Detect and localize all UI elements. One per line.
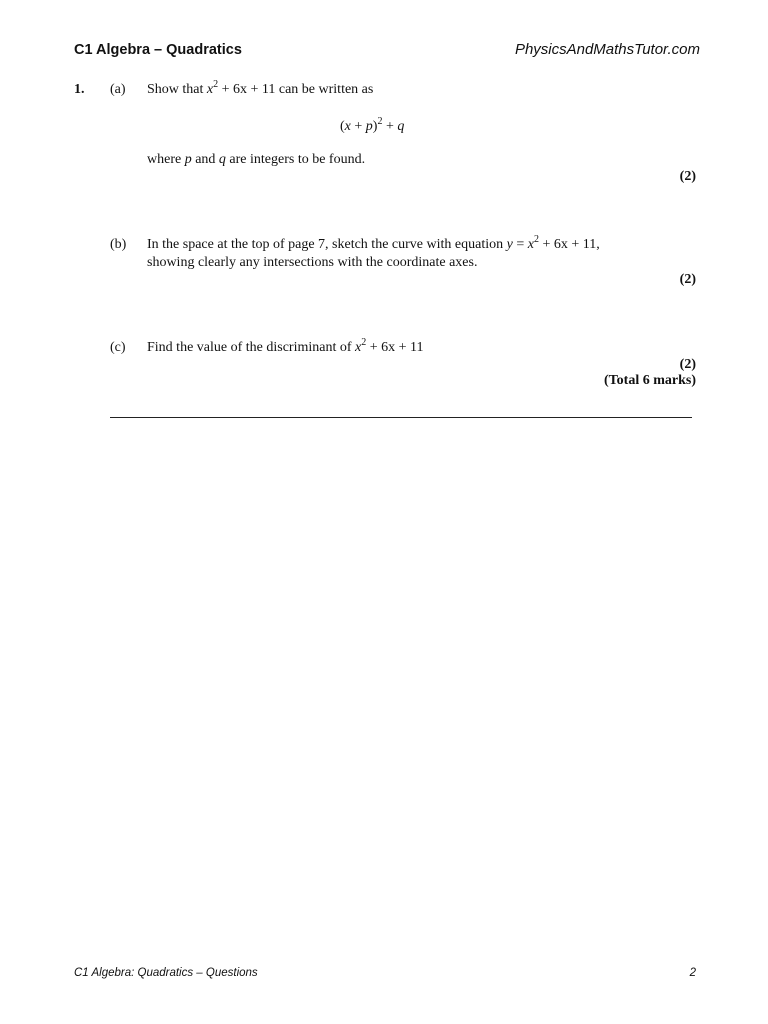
- part-c-label: (c): [110, 340, 126, 355]
- question-divider: [110, 417, 692, 418]
- part-b-label: (b): [110, 237, 127, 252]
- part-b-line1: In the space at the top of page 7, sketch the curve with equation $y = x^2 + 6x + 11$,: [147, 234, 600, 252]
- part-a-line1: Show that $x^2 + 6x + 11$ can be written as: [147, 79, 374, 97]
- part-a-expression: $(x + p)^2 + q$: [340, 116, 405, 134]
- part-a-marks: (2): [679, 169, 696, 184]
- total-marks: (Total 6 marks): [603, 373, 696, 388]
- part-a-label: (a): [110, 82, 126, 97]
- part-c-line1: Find the value of the discriminant of $x^2 + 6x + 11$: [147, 337, 424, 355]
- header-site: PhysicsAndMathsTutor.com: [514, 41, 700, 58]
- part-b-line2: showing clearly any intersections with the coordinate axes.: [147, 255, 478, 270]
- part-a-line3: where p and q are integers to be found.: [147, 152, 366, 167]
- question-number: 1.: [74, 82, 85, 97]
- footer-title: C1 Algebra: Quadratics – Questions: [74, 967, 258, 979]
- part-b-marks: (2): [679, 272, 696, 287]
- header-title: C1 Algebra – Quadratics: [74, 42, 242, 58]
- part-c-marks: (2): [679, 357, 696, 372]
- page-number: 2: [689, 967, 696, 979]
